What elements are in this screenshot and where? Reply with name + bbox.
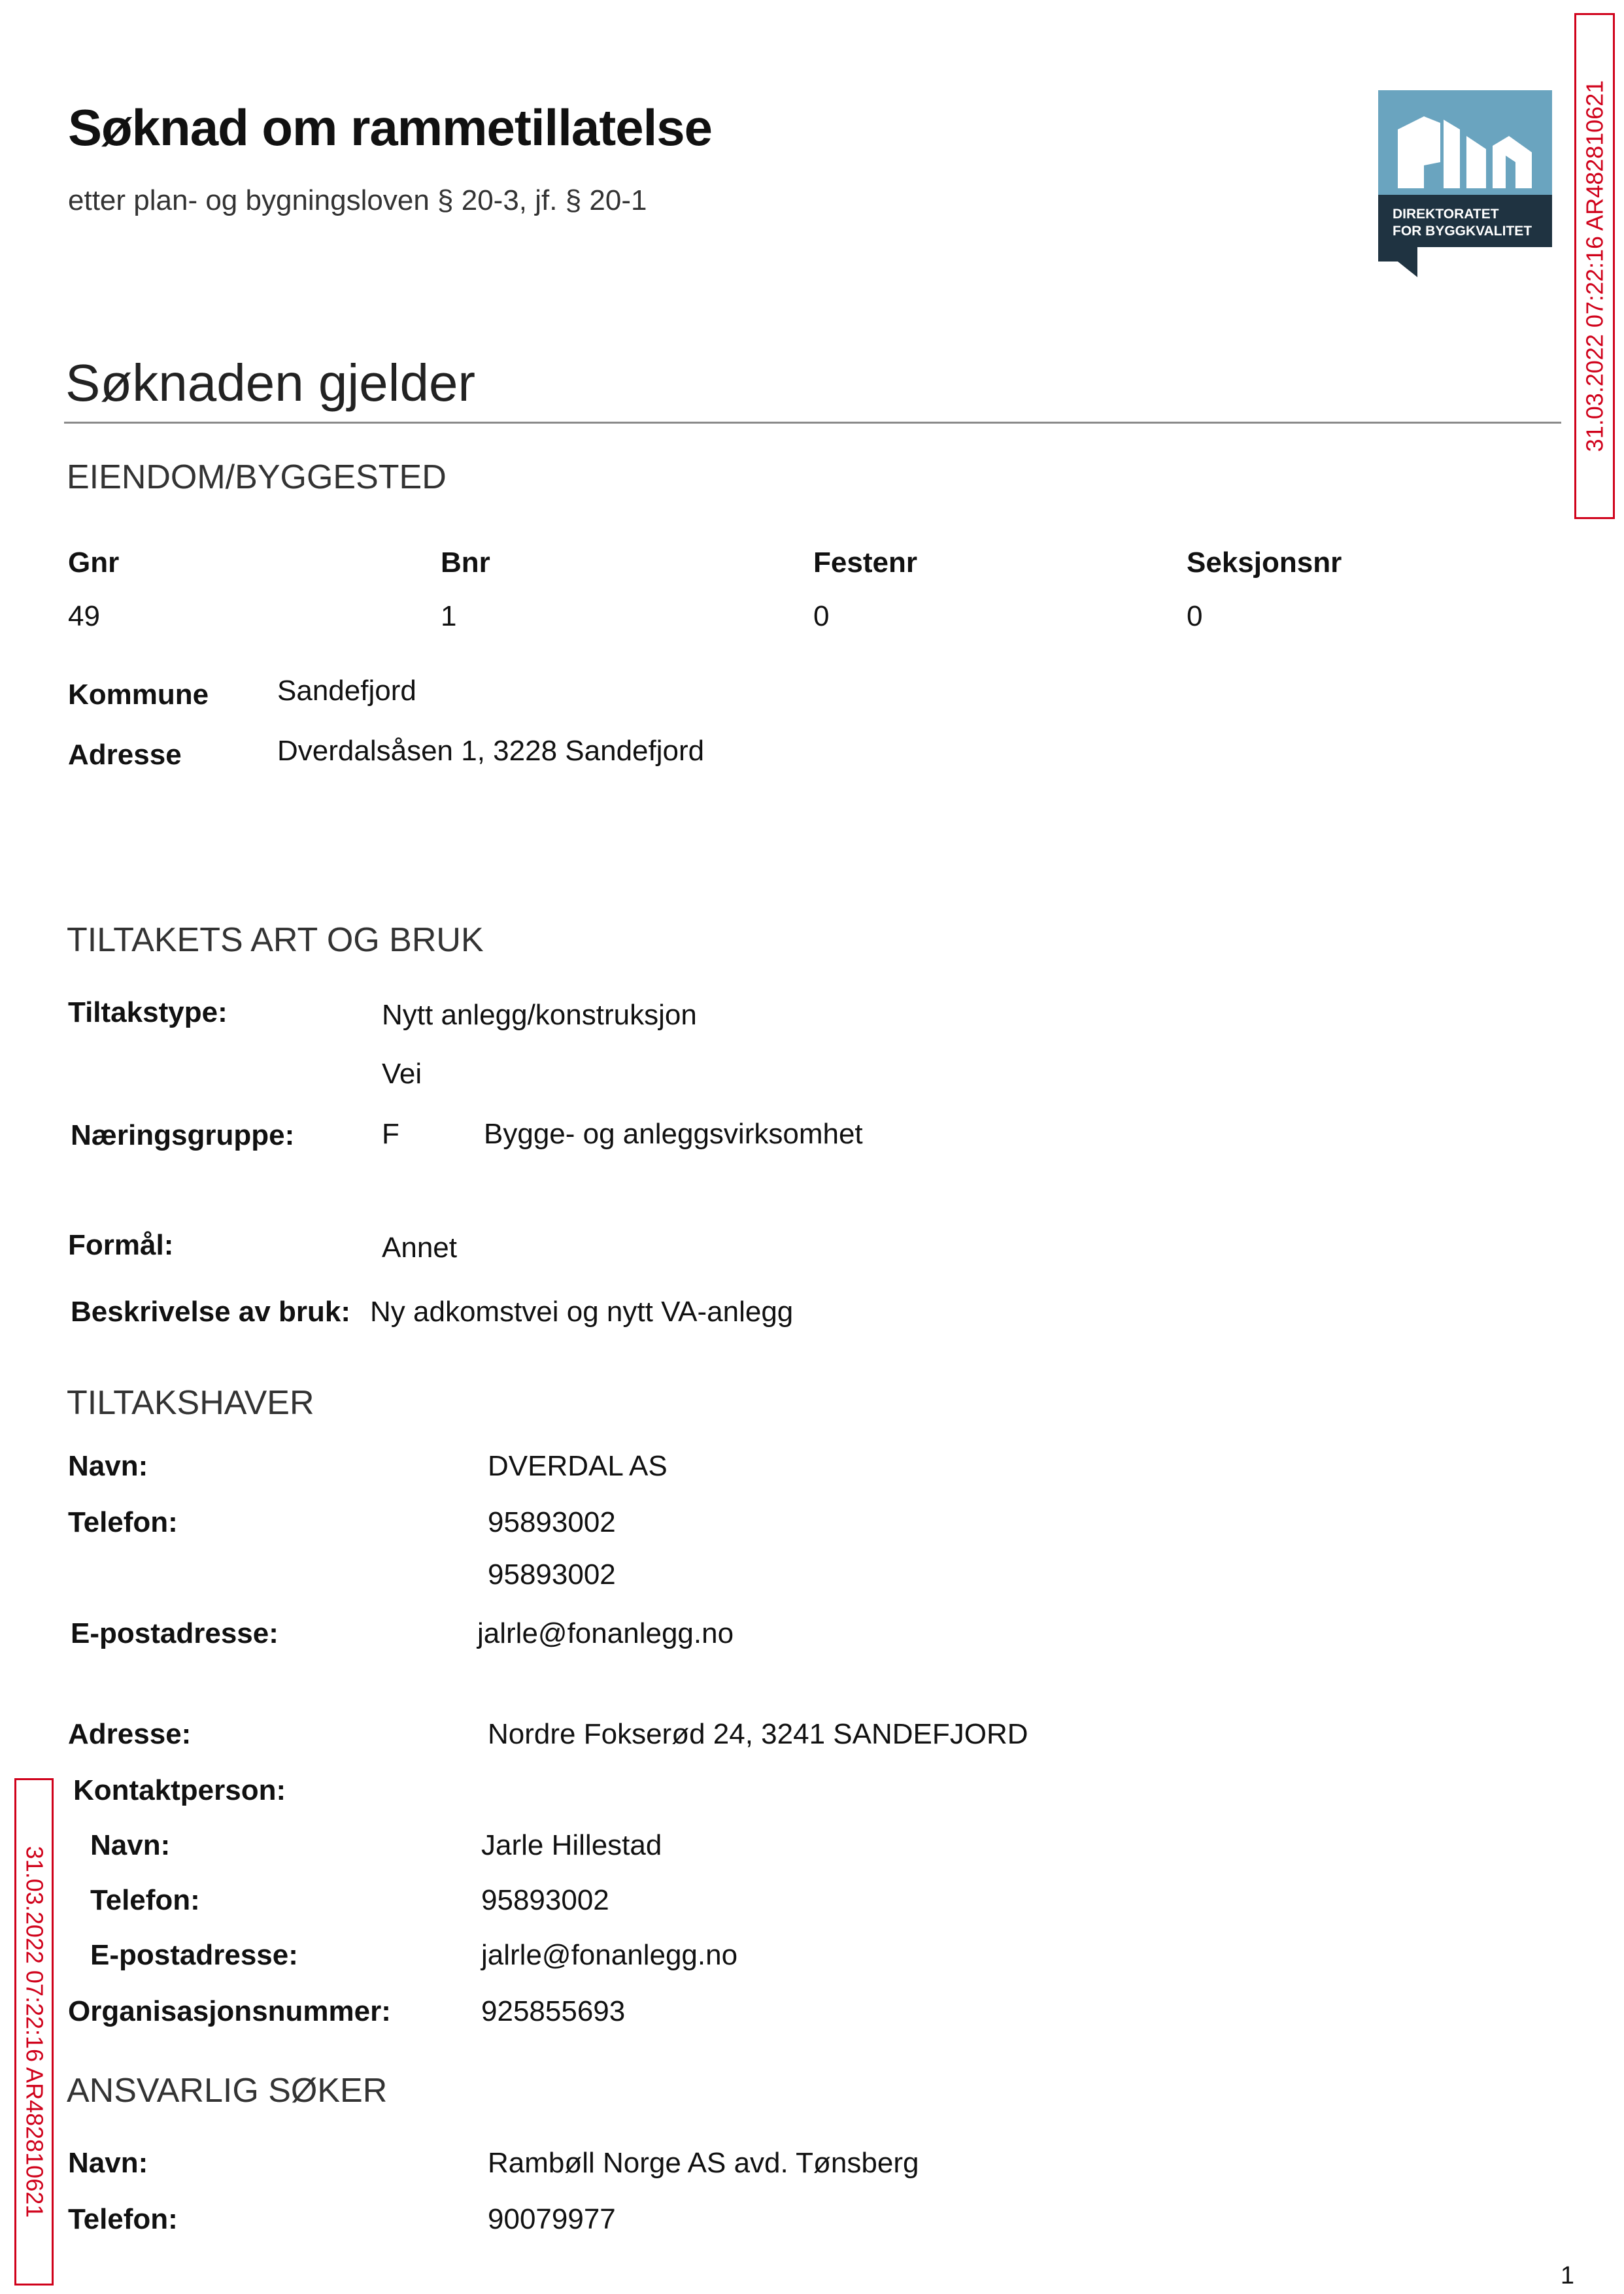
dibk-logo	[1378, 90, 1552, 277]
tiltakshaver-telefon-value-2: 95893002	[488, 1559, 616, 1591]
tiltakshaver-telefon-label: Telefon:	[68, 1506, 178, 1538]
tiltakstype-value-2: Vei	[382, 1058, 422, 1090]
festenr-value: 0	[813, 600, 830, 632]
kommune-label: Kommune	[68, 679, 209, 711]
section-divider	[64, 422, 1561, 424]
kontakt-telefon-label: Telefon:	[90, 1884, 200, 1916]
tiltakshaver-adresse-label: Adresse:	[68, 1718, 192, 1750]
kommune-value: Sandefjord	[277, 675, 416, 707]
organisasjonsnummer-label: Organisasjonsnummer:	[68, 1995, 391, 2027]
gnr-value: 49	[68, 600, 100, 632]
festenr-header: Festenr	[813, 547, 917, 579]
timestamp-stamp-top	[1574, 13, 1615, 519]
logo-text-line2: FOR BYGGKVALITET	[1393, 224, 1532, 239]
naeringsgruppe-value: Bygge- og anleggsvirksomhet	[484, 1118, 863, 1150]
ansvarlig-navn-value: Rambøll Norge AS avd. Tønsberg	[488, 2147, 919, 2179]
seksjonsnr-header: Seksjonsnr	[1187, 547, 1342, 579]
document-subtitle: etter plan- og bygningsloven § 20-3, jf. § 20-1	[68, 184, 647, 216]
kontakt-epost-value: jalrle@fonanlegg.no	[481, 1939, 738, 1971]
beskrivelse-label: Beskrivelse av bruk:	[71, 1296, 351, 1328]
tiltakshaver-epost-label: E-postadresse:	[71, 1617, 279, 1649]
kontakt-navn-label: Navn:	[90, 1829, 171, 1861]
kontakt-epost-label: E-postadresse:	[90, 1939, 298, 1971]
adresse-label: Adresse	[68, 739, 182, 771]
bnr-header: Bnr	[441, 547, 490, 579]
dibk-logo-icon	[1378, 90, 1552, 277]
document-title: Søknad om rammetillatelse	[68, 99, 713, 156]
tiltakstype-label: Tiltakstype:	[68, 996, 228, 1028]
gnr-header: Gnr	[68, 547, 120, 579]
timestamp-stamp-left	[14, 1778, 54, 2286]
tiltakshaver-navn-label: Navn:	[68, 1450, 148, 1482]
beskrivelse-value: Ny adkomstvei og nytt VA-anlegg	[370, 1296, 794, 1328]
stamp-text: 31.03.2022 07:22:16 AR482810621	[21, 1846, 48, 2218]
formal-label: Formål:	[68, 1229, 174, 1261]
section-title: Søknaden gjelder	[65, 354, 476, 412]
ansvarlig-telefon-label: Telefon:	[68, 2203, 178, 2235]
tiltakshaver-adresse-value: Nordre Fokserød 24, 3241 SANDEFJORD	[488, 1718, 1028, 1750]
tiltakshaver-epost-value: jalrle@fonanlegg.no	[477, 1617, 734, 1649]
seksjonsnr-value: 0	[1187, 600, 1203, 632]
heading-tiltakshaver: TILTAKSHAVER	[67, 1384, 314, 1422]
naeringsgruppe-code: F	[382, 1118, 399, 1150]
stamp-text: 31.03.2022 07:22:16 AR482810621	[1581, 80, 1608, 452]
tiltakshaver-navn-value: DVERDAL AS	[488, 1450, 668, 1482]
ansvarlig-telefon-value: 90079977	[488, 2203, 616, 2235]
bnr-value: 1	[441, 600, 457, 632]
organisasjonsnummer-value: 925855693	[481, 1995, 626, 2027]
ansvarlig-navn-label: Navn:	[68, 2147, 148, 2179]
page-number: 1	[1560, 2262, 1574, 2289]
naeringsgruppe-label: Næringsgruppe:	[71, 1119, 295, 1151]
heading-tiltak: TILTAKETS ART OG BRUK	[67, 921, 484, 959]
kontaktperson-label: Kontaktperson:	[73, 1774, 286, 1806]
formal-value: Annet	[382, 1232, 457, 1264]
heading-eiendom: EIENDOM/BYGGESTED	[67, 458, 447, 496]
adresse-value: Dverdalsåsen 1, 3228 Sandefjord	[277, 735, 705, 767]
tiltakstype-value: Nytt anlegg/konstruksjon	[382, 999, 697, 1031]
logo-text-line1: DIREKTORATET	[1393, 207, 1499, 222]
tiltakshaver-telefon-value: 95893002	[488, 1506, 616, 1538]
kontakt-telefon-value: 95893002	[481, 1884, 609, 1916]
kontakt-navn-value: Jarle Hillestad	[481, 1829, 662, 1861]
heading-ansvarlig-soker: ANSVARLIG SØKER	[67, 2072, 388, 2110]
